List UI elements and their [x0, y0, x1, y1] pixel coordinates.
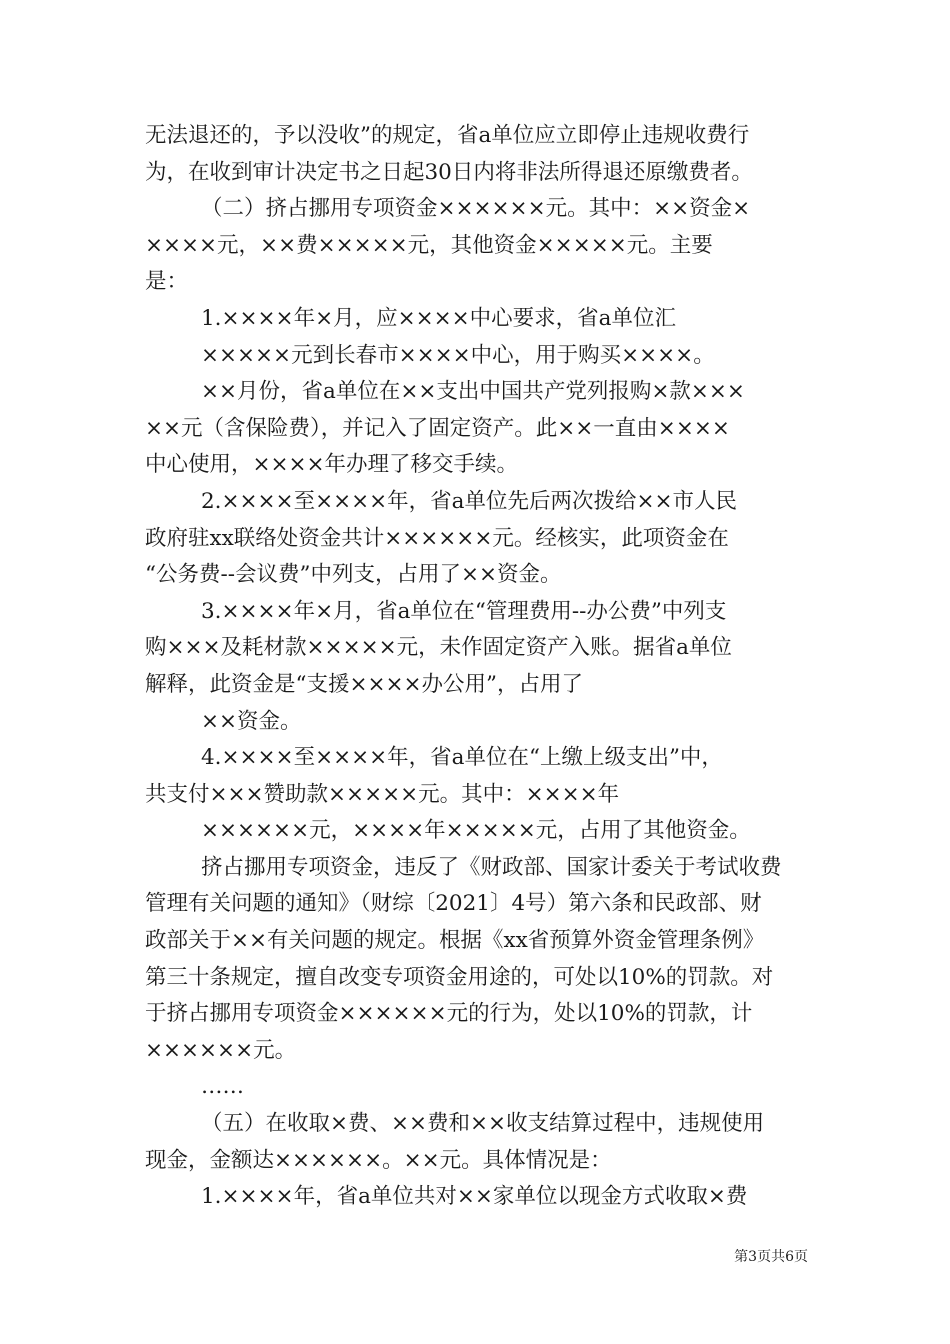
text-line: ××资金。	[201, 708, 302, 734]
text-line: 是：	[145, 269, 189, 295]
text-line: 管理有关问题的通知》（财综〔2021〕4号）第六条和民政部、财	[145, 891, 762, 917]
text-line: 挤占挪用专项资金，违反了《财政部、国家计委关于考试收费	[201, 854, 782, 880]
text-line: 无法退还的，予以没收”的规定，省a单位应立即停止违规收费行	[145, 123, 750, 148]
text-line: 1.××××年×月，应××××中心要求，省a单位汇	[201, 305, 676, 331]
text-line: （五）在收取×费、××费和××收支结算过程中，违规使用	[201, 1111, 765, 1137]
text-line: ××元（含保险费），并记入了固定资产。此××一直由××××	[145, 415, 730, 441]
text-line: 购×××及耗材款×××××元，未作固定资产入账。据省a单位	[145, 635, 732, 661]
text-line: 政府驻xx联络处资金共计××××××元。经核实，此项资金在	[145, 525, 729, 551]
text-line: 政部关于××有关问题的规定。根据《xx省预算外资金管理条例》	[145, 928, 765, 954]
text-line: 2.××××至××××年，省a单位先后两次拨给××市人民	[201, 488, 737, 514]
text-line: ×××××元到长春市××××中心，用于购买××××。	[201, 342, 715, 368]
text-line: ××××××元。	[145, 1037, 297, 1063]
text-line: 解释，此资金是“支援××××办公用”，占用了	[145, 671, 584, 697]
text-line: ……	[201, 1074, 244, 1100]
text-line: ××××××元，××××年×××××元，占用了其他资金。	[201, 818, 751, 844]
text-line: ××××元，××费×××××元，其他资金×××××元。主要	[145, 232, 713, 258]
text-line: 4.××××至××××年，省a单位在“上缴上级支出”中，	[201, 745, 723, 771]
text-line: 3.××××年×月，省a单位在“管理费用--办公费”中列支	[201, 598, 727, 624]
text-line: 共支付×××赞助款×××××元。其中：××××年	[145, 781, 620, 807]
text-line: ××月份，省a单位在××支出中国共产党列报购×款×××	[201, 379, 745, 405]
text-line: 1.××××年，省a单位共对××家单位以现金方式收取×费	[201, 1184, 748, 1210]
text-line: “公务费--会议费”中列支，占用了××资金。	[145, 562, 562, 588]
text-line: 第三十条规定，擅自改变专项资金用途的，可处以10%的罚款。对	[145, 964, 774, 990]
text-line: 现金，金额达××××××。××元。具体情况是：	[145, 1147, 612, 1173]
page-number-footer: 第3页共6页	[734, 1249, 808, 1265]
text-line: 中心使用，××××年办理了移交手续。	[145, 452, 519, 478]
text-line: 于挤占挪用专项资金××××××元的行为，处以10%的罚款，计	[145, 1001, 753, 1027]
text-line: （二）挤占挪用专项资金××××××元。其中：××资金×	[201, 196, 751, 222]
text-line: 为，在收到审计决定书之日起30日内将非法所得退还原缴费者。	[145, 159, 753, 185]
document-body	[145, 118, 809, 1216]
